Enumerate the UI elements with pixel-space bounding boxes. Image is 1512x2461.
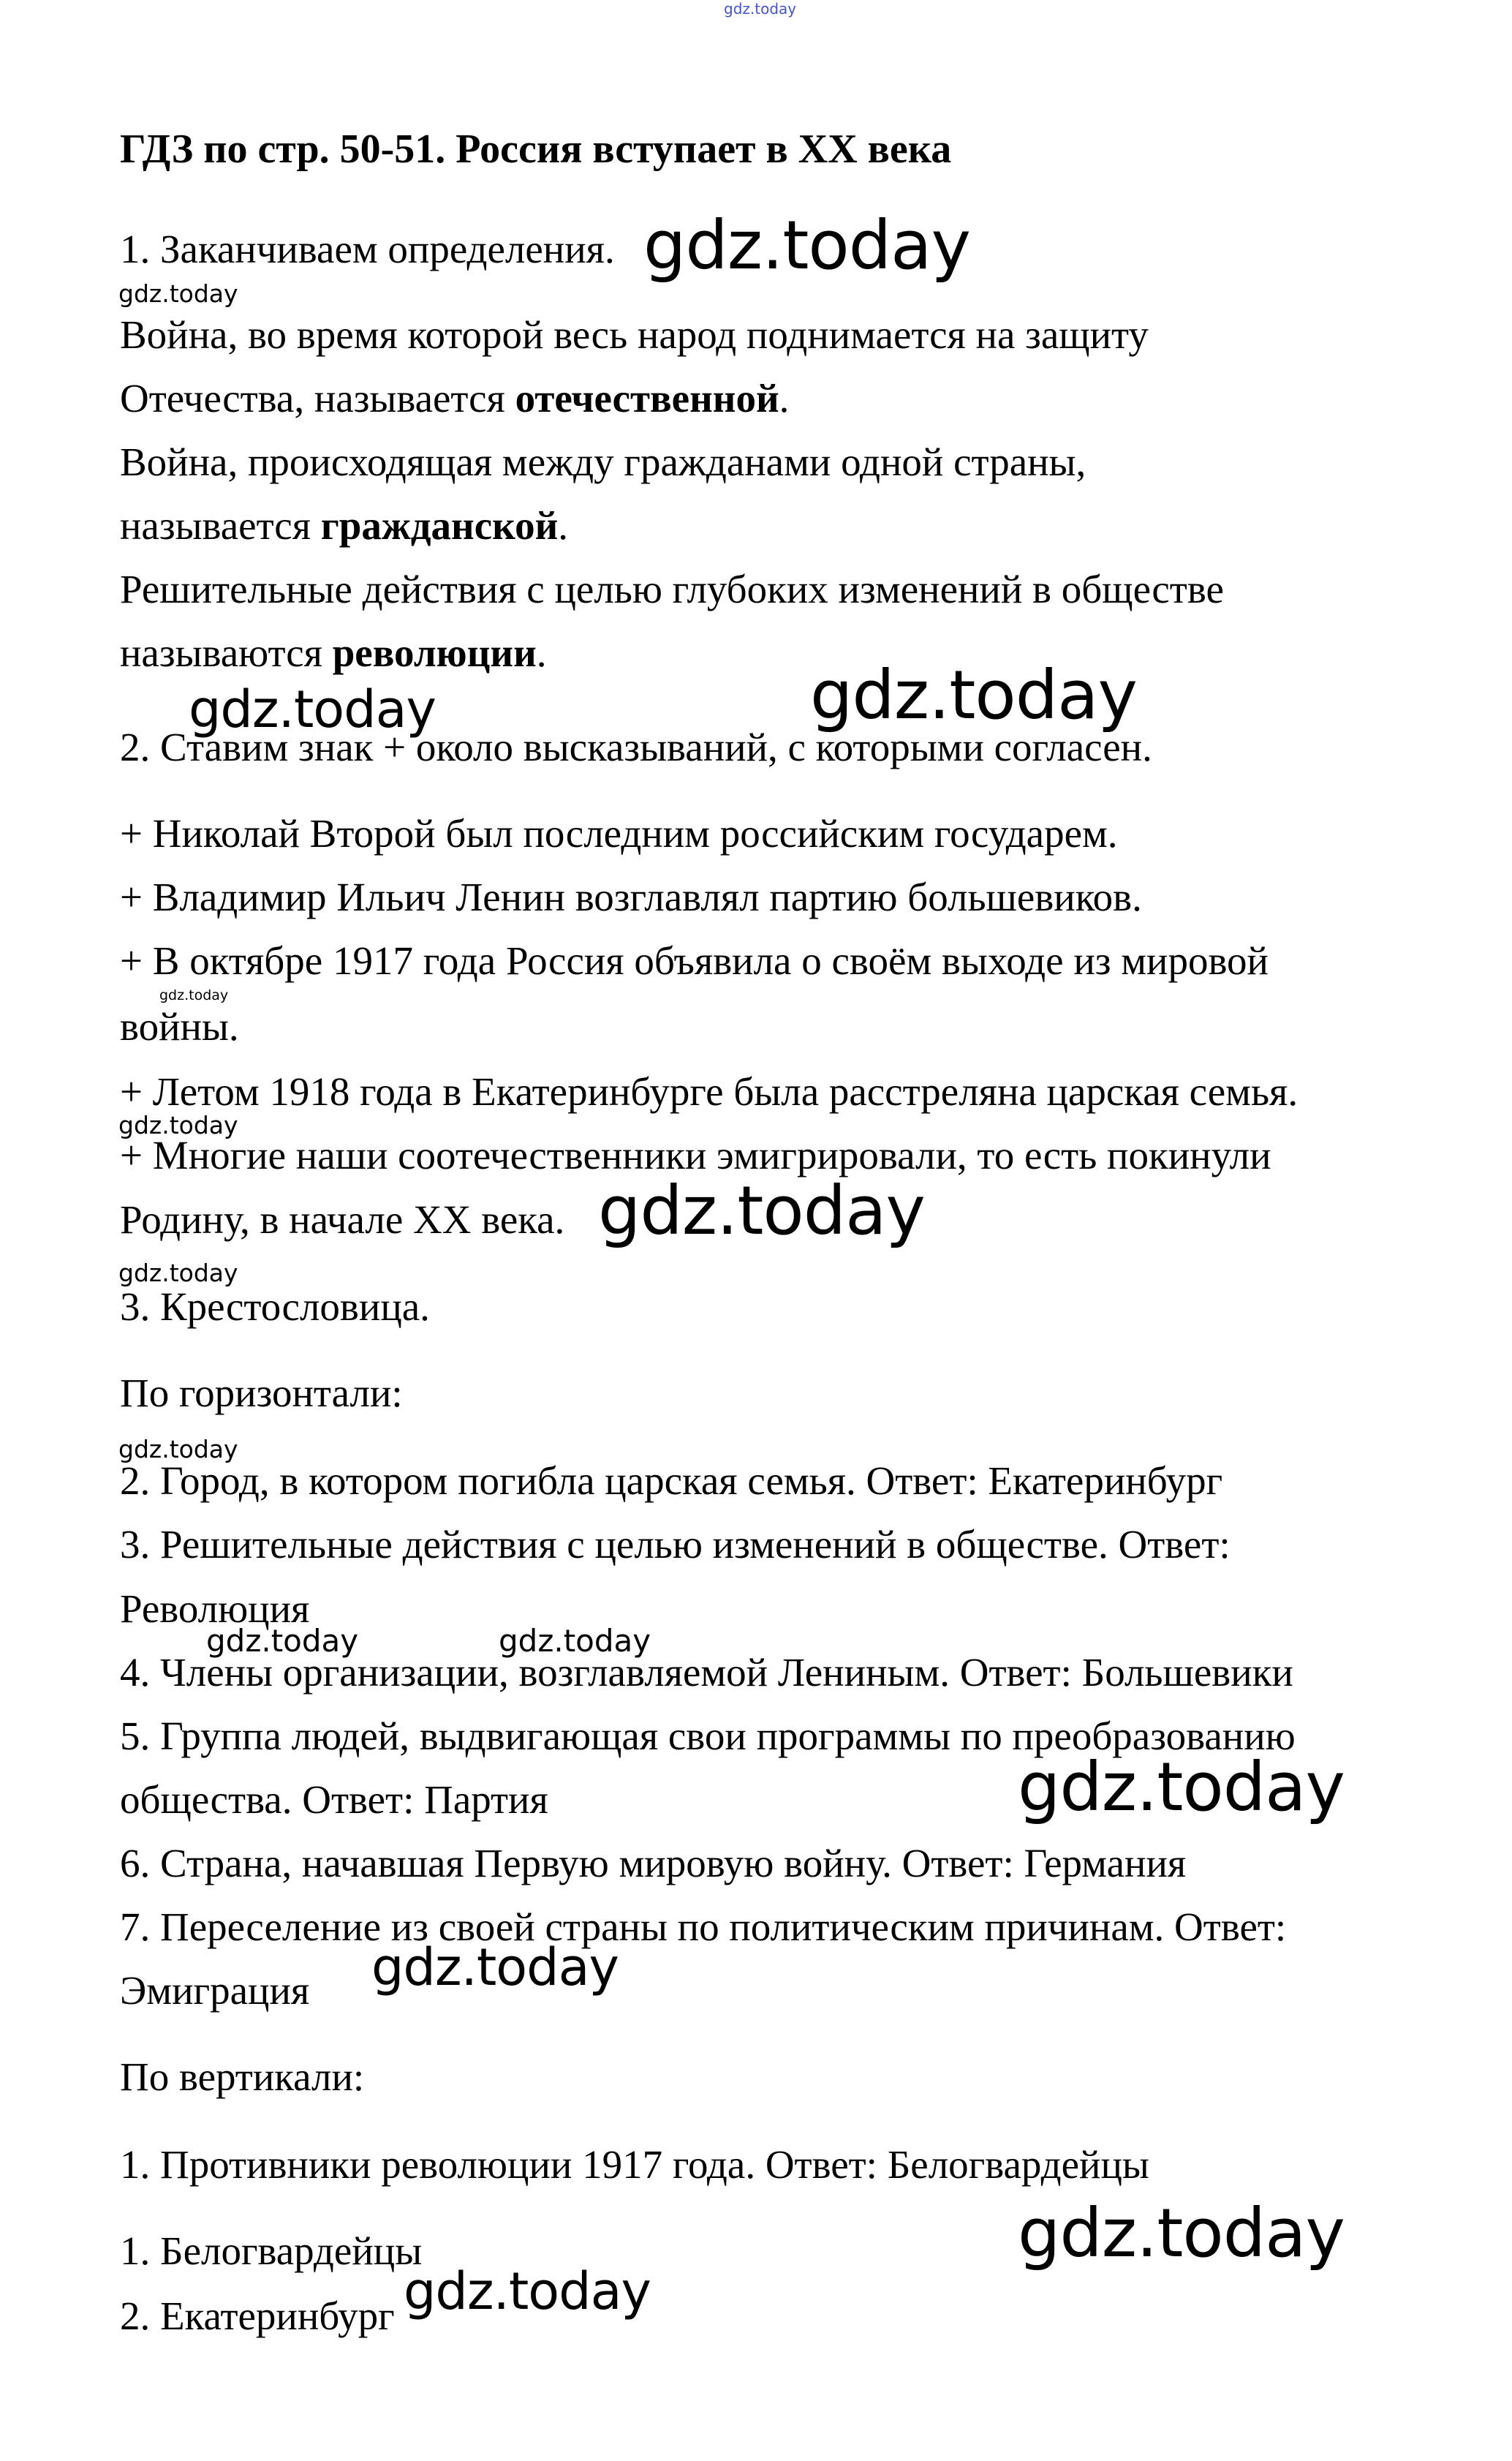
watermark-top: gdz.today bbox=[724, 0, 797, 18]
watermark: gdz.today bbox=[598, 1172, 925, 1250]
definition-1-answer: отечественной bbox=[515, 376, 779, 421]
definition-1-line-1: Война, во время которой весь народ поднимается на защиту bbox=[120, 312, 1149, 357]
watermark: gdz.today bbox=[159, 987, 229, 1003]
statement-3-line-1: + В октябре 1917 года Россия объявила о своём выходе из мировой bbox=[120, 938, 1269, 983]
horizontal-label: По горизонтали: bbox=[120, 1371, 403, 1415]
statement-5-line-1: + Многие наши соотечественники эмигрировали, то есть покинули bbox=[120, 1133, 1271, 1177]
answer-list-1: 1. Белогвардейцы bbox=[120, 2228, 423, 2273]
statement-2: + Владимир Ильич Ленин возглавлял партию большевиков. bbox=[120, 875, 1142, 919]
definition-1-line-2 bbox=[120, 375, 789, 422]
watermark: gdz.today bbox=[1018, 1748, 1345, 1826]
across-3-line-1: 3. Решительные действия с целью изменений в обществе. Ответ: bbox=[120, 1522, 1231, 1567]
watermark: gdz.today bbox=[206, 1623, 359, 1659]
watermark: gdz.today bbox=[118, 1111, 238, 1139]
watermark: gdz.today bbox=[643, 206, 970, 284]
across-6: 6. Страна, начавшая Первую мировую войну. Ответ: Германия bbox=[120, 1841, 1187, 1885]
across-7-line-1: 7. Переселение из своей страны по политическим причинам. Ответ: bbox=[120, 1904, 1287, 1949]
across-7-line-2: Эмиграция bbox=[120, 1968, 310, 2013]
statement-5-line-2: Родину, в начале XX века. bbox=[120, 1197, 565, 1242]
watermark: gdz.today bbox=[499, 1623, 651, 1659]
across-5-line-1: 5. Группа людей, выдвигающая свои программы по преобразованию bbox=[120, 1714, 1296, 1758]
definition-3-line-1: Решительные действия с целью глубоких изменений в обществе bbox=[120, 567, 1224, 611]
definition-3-prefix: называются bbox=[120, 630, 333, 675]
statement-1: + Николай Второй был последним российским государем. bbox=[120, 811, 1118, 856]
definition-1-prefix: Отечества, называется bbox=[120, 376, 515, 421]
answer-list-2: 2. Екатеринбург bbox=[120, 2294, 395, 2338]
definition-1-suffix: . bbox=[779, 376, 790, 421]
watermark: gdz.today bbox=[118, 1435, 238, 1463]
statement-4: + Летом 1918 года в Екатеринбурге была расстреляна царская семья. bbox=[120, 1069, 1299, 1114]
across-3-line-2: Революция bbox=[120, 1586, 310, 1631]
task2-heading: 2. Ставим знак + около высказываний, с которыми согласен. bbox=[120, 725, 1152, 769]
watermark: gdz.today bbox=[404, 2261, 651, 2321]
watermark: gdz.today bbox=[810, 656, 1137, 734]
task3-heading: 3. Крестословица. bbox=[120, 1284, 430, 1329]
definition-3-line-2 bbox=[120, 630, 547, 677]
vertical-label: По вертикали: bbox=[120, 2054, 365, 2099]
across-2: 2. Город, в котором погибла царская семья. Ответ: Екатеринбург bbox=[120, 1458, 1223, 1503]
across-4: 4. Члены организации, возглавляемой Лениным. Ответ: Большевики bbox=[120, 1650, 1293, 1695]
definition-2-prefix: называется bbox=[120, 503, 321, 548]
watermark: gdz.today bbox=[189, 679, 436, 739]
watermark: gdz.today bbox=[118, 1259, 238, 1287]
definition-2-suffix: . bbox=[558, 503, 569, 548]
across-5-line-2: общества. Ответ: Партия bbox=[120, 1777, 548, 1822]
statement-3-line-2: войны. bbox=[120, 1004, 239, 1049]
task1-heading: 1. Заканчиваем определения. bbox=[120, 227, 615, 271]
watermark: gdz.today bbox=[118, 279, 238, 308]
watermark: gdz.today bbox=[371, 1937, 619, 1997]
definition-3-suffix: . bbox=[536, 630, 547, 675]
down-1: 1. Противники революции 1917 года. Ответ: Белогвардейцы bbox=[120, 2142, 1149, 2187]
definition-2-line-2 bbox=[120, 502, 568, 549]
page-title: ГДЗ по стр. 50-51. Россия вступает в XX века bbox=[120, 127, 952, 172]
definition-2-answer: гражданской bbox=[320, 503, 559, 548]
definition-2-line-1: Война, происходящая между гражданами одной страны, bbox=[120, 440, 1086, 484]
definition-3-answer: революции bbox=[332, 630, 537, 675]
watermark: gdz.today bbox=[1018, 2194, 1345, 2272]
